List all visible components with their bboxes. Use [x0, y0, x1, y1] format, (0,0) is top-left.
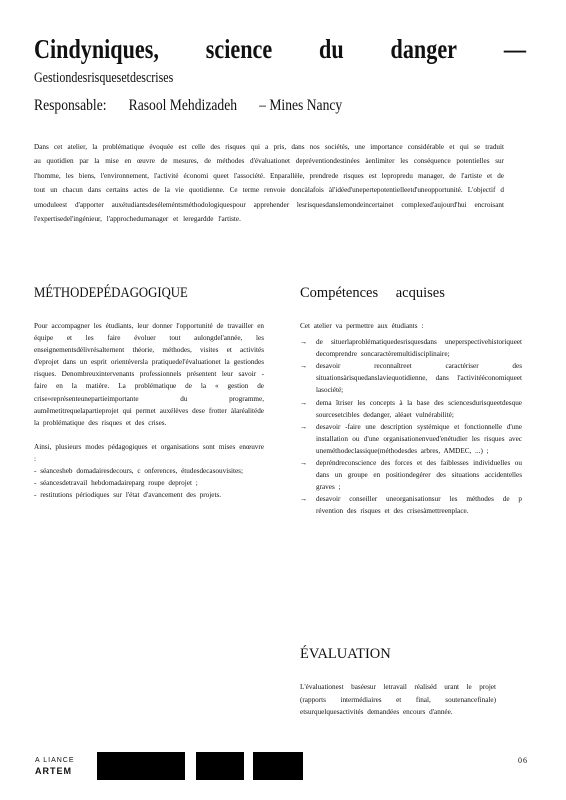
responsible-line — [34, 97, 361, 115]
redaction-block — [196, 752, 244, 780]
method-list-item: - restitutions périodiques sur l'état d'avancement des projets. — [34, 491, 222, 500]
logo-top-text: A LIANCE — [35, 757, 75, 764]
title-dash: — — [503, 34, 526, 64]
title-word: Cindyniques, — [34, 34, 159, 64]
skills-heading: Compétences acquises — [300, 285, 445, 301]
arrow-right-icon: → — [300, 362, 308, 371]
intro-paragraph: Dans cet atelier, la problématique évoquée est celle des risques qui a pris, dans nos sociétés, une importance considérable et qui se traduit au quotidien par la mise en œuvre de mesures, de méthodes d'évaluationet depréventiondestinées àenlimiter les conséquence potentielles sur l'homme, les biens, l'environnement, l'activité économi queet l'associété. Enparallèle, prendrede risques est lepropredu manager, de l'artiste et de tout un chacun dans certains actes de la vie quotidienne. Ce terme renvoie doncàlafois àl'idéed'unepertepotentielleetd'uneopportunité. L'objectif d umoduleest d'apporter auxétudiantsdeséleméntsméthodologiquespour apprehender lesrisquesdanslemondeincertainet complexed'aujourd'hui encroisant l'expertisedel'ingénieur, l'approchedumanager et leregardde l'artiste. — [34, 143, 504, 224]
skills-list-item: → dema îtriser les concepts à la base des sciencesdurisqueetdesque sourcesetcibles dedanger, aléaet vulnérabilité; — [300, 398, 522, 419]
alliance-artem-logo — [35, 757, 75, 777]
responsible-label: Responsable: — [34, 97, 107, 114]
method-paragraph: Pour accompagner les étudiants, leur donner l'opportunité de travailler en équipe et les faire évoluer tout aulongdel'année, les enseignementsdélivrésalternent théorie, méthodes, visites et activités d'eprojet dans un esprit orientéversla pratiquedel'évaluationet la gestiondes risques. Denombreuxintervenants professionnels présentent leur savoir -faire en la matière. La problématique de la « gestion de crise»représenteunepartieimportante du programme, aumêmetitrequelapartieprojet qui permet auxélèves dese frotter àlaréalitéde la problématique des risques et des crises. — [34, 322, 264, 427]
skills-list-item: → desavoir reconnaîtreet caractériser des situationsàrisquedanslaviequotidienne, dans l'activitééconomiqueet lasociété; — [300, 362, 522, 395]
skills-list-item: → depréndreconscience des forces et des faiblesses individuelles ou dans un groupe en positiondegérer des situations accidentelles graves ; — [300, 459, 522, 492]
method-list-item: - séancesdetravail hebdomadaireparg roupe deprojet ; — [34, 479, 198, 488]
method-column — [34, 320, 264, 501]
skills-list-item: → desavoir conseiller uneorganisationsur les méthodes de p révention des risques et des crisesàmettreenplace. — [300, 495, 522, 516]
title-word: du — [319, 34, 344, 64]
skills-list-item: → de situerlaproblématiquedesrisquesdans uneperspectivehistoriqueet decomprendre soncaractèremultidisciplinaire; — [300, 338, 522, 359]
arrow-right-icon: → — [300, 398, 308, 407]
arrow-right-icon: → — [300, 459, 308, 468]
page-number: 06 — [518, 756, 528, 765]
arrow-right-icon: → — [300, 338, 308, 347]
method-paragraph — [34, 441, 264, 501]
page-subtitle: Gestiondesrisquesetdescrises — [34, 70, 174, 86]
skills-list-item: → desavoir -faire une description systémique et fonctionnelle d'une installation ou d'une organisationenvued'enétudier les risques avec uneméthodeclassique(méthodesdes arbres, AMDEC, ...) ; — [300, 422, 522, 455]
skills-intro: Cet atelier va permettre aux étudiants : — [300, 322, 424, 330]
evaluation-paragraph: L'évaluationest baséesur letravail réaliséd urant le projet (rapports intermédiaires et final, soutenancefinale) etsurquelquesactivités demandées encours d'année. — [300, 683, 496, 717]
evaluation-heading: ÉVALUATION — [300, 646, 391, 662]
method-list-item: - séancesheb domadairesdecours, c onferences, étudesdecasouvisites; — [34, 467, 243, 476]
page-title — [34, 34, 526, 68]
responsible-affiliation: – Mines Nancy — [259, 97, 343, 114]
title-word: danger — [390, 34, 457, 64]
redaction-block — [253, 752, 303, 780]
skills-list — [300, 336, 522, 517]
arrow-right-icon: → — [300, 422, 308, 431]
skills-column — [300, 320, 522, 518]
logo-bottom-text: ARTEM — [35, 766, 72, 776]
method-intro-list: Ainsi, plusieurs modes pédagogiques et organisations sont mises enœuvre : — [34, 442, 264, 463]
arrow-right-icon: → — [300, 495, 308, 504]
title-word: science — [205, 34, 273, 64]
responsible-name: Rasool Mehdizadeh — [128, 97, 238, 114]
method-heading: MÉTHODEPÉDAGOGIQUE — [34, 285, 188, 301]
redaction-block — [97, 752, 185, 780]
